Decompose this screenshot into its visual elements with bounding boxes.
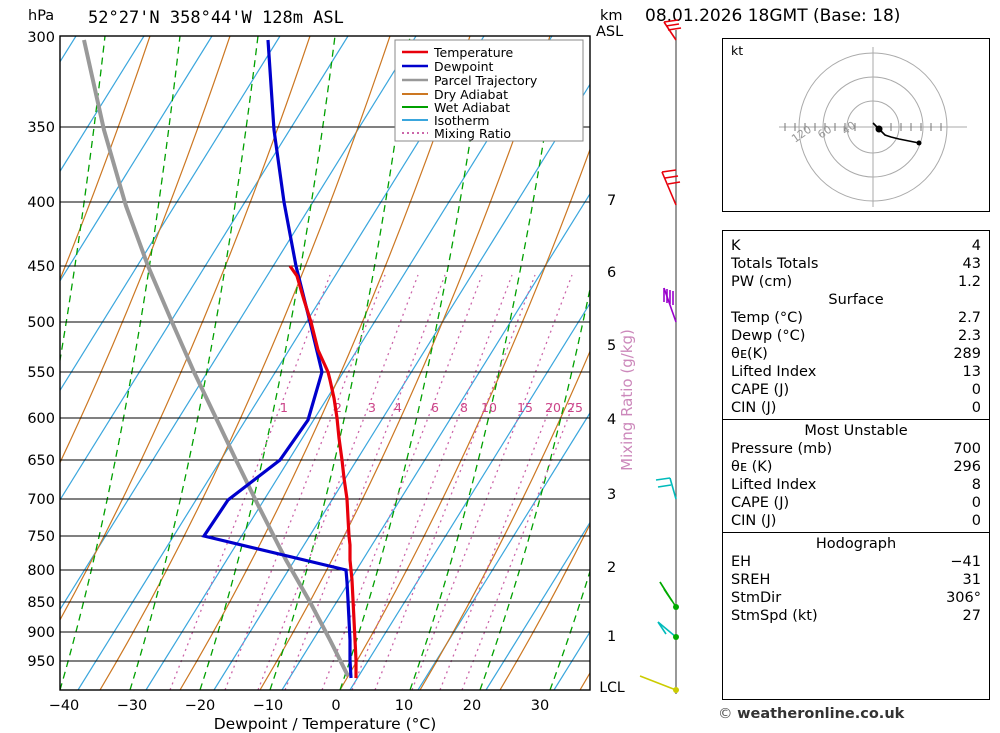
legend-label-isotherm: Isotherm — [434, 113, 490, 128]
svg-text:15: 15 — [517, 400, 533, 415]
svg-text:5: 5 — [607, 338, 617, 354]
stat-row — [723, 327, 989, 345]
credit-line — [718, 706, 904, 722]
svg-text:30: 30 — [530, 698, 550, 714]
stat-value: 8 — [971, 477, 981, 493]
stat-label: CIN (J) — [731, 513, 777, 529]
lcl-label: LCL — [599, 680, 625, 696]
stat-value: 13 — [962, 364, 981, 380]
stat-row — [723, 494, 989, 512]
stat-value: 700 — [953, 441, 981, 457]
stat-row — [723, 607, 989, 625]
legend-label-mixing-ratio: Mixing Ratio — [434, 126, 512, 141]
svg-text:7: 7 — [607, 193, 617, 209]
svg-text:600: 600 — [27, 411, 55, 427]
stat-value: 0 — [971, 495, 981, 511]
svg-text:650: 650 — [27, 453, 55, 469]
credit-text: weatheronline.co.uk — [737, 706, 905, 722]
svg-text:−40: −40 — [48, 698, 80, 714]
svg-text:950: 950 — [27, 654, 55, 670]
stat-row — [723, 255, 989, 273]
stat-label: Totals Totals — [731, 256, 819, 272]
stat-label: PW (cm) — [731, 274, 793, 290]
svg-text:1: 1 — [280, 400, 288, 415]
pressure-tick-labels — [27, 30, 55, 670]
section-title-surface: Surface — [828, 292, 884, 308]
stat-label: θᴇ (K) — [731, 459, 773, 475]
stat-row — [723, 440, 989, 458]
stat-label: Temp (°C) — [731, 310, 803, 326]
hodograph-unit-label: kt — [731, 43, 744, 58]
stat-row — [723, 309, 989, 327]
stat-label: StmDir — [731, 590, 782, 606]
stat-value: 31 — [962, 572, 981, 588]
stat-label: Lifted Index — [731, 477, 817, 493]
hodograph-plot — [723, 39, 989, 211]
stat-label: Lifted Index — [731, 364, 817, 380]
svg-text:850: 850 — [27, 595, 55, 611]
stat-row — [723, 512, 989, 530]
stat-value: 0 — [971, 400, 981, 416]
stat-row — [723, 458, 989, 476]
svg-text:6: 6 — [431, 400, 439, 415]
copyright-icon: © — [718, 706, 733, 722]
svg-text:500: 500 — [27, 315, 55, 331]
axis-unit-hpa: hPa — [28, 8, 55, 24]
stat-label: CAPE (J) — [731, 382, 790, 398]
svg-text:8: 8 — [460, 400, 468, 415]
svg-text:300: 300 — [27, 30, 55, 46]
svg-text:350: 350 — [27, 120, 55, 136]
legend-label-dewpoint: Dewpoint — [434, 59, 494, 74]
stat-row — [723, 381, 989, 399]
svg-text:2: 2 — [607, 560, 617, 576]
svg-text:3: 3 — [368, 400, 376, 415]
temperature-tick-labels — [49, 698, 550, 714]
svg-text:1: 1 — [607, 629, 617, 645]
svg-text:6: 6 — [607, 265, 617, 281]
axis-unit-km: km — [600, 8, 623, 24]
stat-label: Dewp (°C) — [731, 328, 806, 344]
stat-label: EH — [731, 554, 752, 570]
svg-text:10: 10 — [481, 400, 497, 415]
stat-row — [723, 273, 989, 291]
svg-text:700: 700 — [27, 492, 55, 508]
svg-text:25: 25 — [567, 400, 583, 415]
stat-value: 306° — [946, 590, 981, 606]
axis-unit-asl: ASL — [596, 24, 624, 40]
stat-label: CAPE (J) — [731, 495, 790, 511]
hodograph-panel — [722, 38, 990, 212]
wind-barb-400 — [662, 170, 680, 205]
hodograph-end-marker — [917, 141, 922, 146]
stat-value: 27 — [962, 608, 981, 624]
svg-text:750: 750 — [27, 529, 55, 545]
hodograph-storm-motion-marker — [876, 126, 883, 133]
stat-value: 0 — [971, 513, 981, 529]
svg-text:2: 2 — [334, 400, 342, 415]
stat-value: 1.2 — [957, 274, 981, 290]
svg-text:60: 60 — [815, 122, 835, 142]
legend-label-temperature: Temperature — [434, 45, 514, 60]
stat-row — [723, 237, 989, 255]
stat-value: 2.3 — [957, 328, 981, 344]
section-title-most-unstable: Most Unstable — [804, 423, 908, 439]
svg-text:450: 450 — [27, 259, 55, 275]
wind-barb-500 — [664, 288, 676, 322]
svg-text:3: 3 — [607, 487, 617, 503]
svg-text:800: 800 — [27, 563, 55, 579]
svg-text:10: 10 — [394, 698, 414, 714]
section-title-hodograph: Hodograph — [815, 536, 897, 552]
stat-value: 289 — [953, 346, 981, 362]
stat-row — [723, 589, 989, 607]
stat-row — [723, 571, 989, 589]
stat-value: −41 — [950, 554, 981, 570]
x-axis-label: Dewpoint / Temperature (°C) — [213, 715, 437, 733]
svg-text:4: 4 — [607, 412, 617, 428]
stat-value: 43 — [962, 256, 981, 272]
mixing-ratio-axis-label: Mixing Ratio (g/kg) — [618, 329, 636, 471]
stat-value: 296 — [953, 459, 981, 475]
legend-label-parcel: Parcel Trajectory — [434, 73, 538, 88]
svg-text:4: 4 — [394, 400, 402, 415]
wind-barb-960 — [640, 676, 679, 693]
svg-text:−20: −20 — [184, 698, 216, 714]
svg-text:−10: −10 — [252, 698, 284, 714]
stat-label: SREH — [731, 572, 771, 588]
svg-text:120: 120 — [789, 122, 814, 146]
stat-label: CIN (J) — [731, 400, 777, 416]
svg-text:550: 550 — [27, 365, 55, 381]
sounding-stats-panel — [722, 230, 990, 700]
stat-value: 0 — [971, 382, 981, 398]
stat-row — [723, 553, 989, 571]
wind-barb-300 — [664, 20, 681, 40]
stat-label: K — [731, 238, 741, 254]
wind-barb-700 — [656, 478, 676, 499]
svg-text:40: 40 — [839, 118, 859, 138]
page-title: 52°27'N 358°44'W 128m ASL — [88, 8, 344, 28]
wind-barbs — [640, 20, 681, 693]
svg-text:−30: −30 — [116, 698, 148, 714]
altitude-tick-labels — [607, 193, 616, 645]
stat-value: 2.7 — [957, 310, 981, 326]
svg-text:0: 0 — [331, 698, 341, 714]
stat-label: StmSpd (kt) — [731, 608, 818, 624]
stat-row — [723, 345, 989, 363]
legend-label-wet-adiabat: Wet Adiabat — [434, 100, 511, 115]
stat-row — [723, 399, 989, 417]
svg-text:20: 20 — [462, 698, 482, 714]
stat-value: 4 — [971, 238, 981, 254]
svg-text:400: 400 — [27, 195, 55, 211]
stat-label: θᴇ(K) — [731, 346, 768, 362]
legend-label-dry-adiabat: Dry Adiabat — [434, 87, 509, 102]
svg-text:900: 900 — [27, 625, 55, 641]
stat-label: Pressure (mb) — [731, 441, 833, 457]
svg-text:20: 20 — [545, 400, 561, 415]
datetime-label: 08.01.2026 18GMT (Base: 18) — [645, 6, 901, 26]
stat-row — [723, 476, 989, 494]
stat-row — [723, 363, 989, 381]
